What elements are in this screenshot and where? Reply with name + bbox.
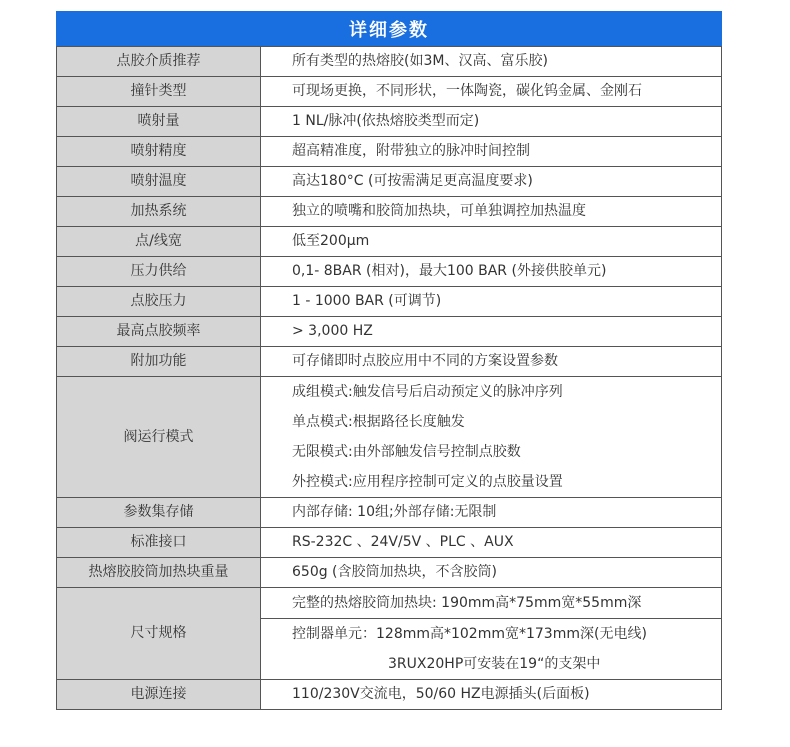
- row-value: 所有类型的热熔胶(如3M、汉高、富乐胶): [261, 47, 722, 77]
- row-label: 喷射温度: [57, 167, 261, 197]
- table-row: [57, 227, 722, 257]
- spec-sheet: [56, 11, 722, 710]
- table-row-dimensions: [57, 588, 722, 680]
- mode-line: 单点模式:根据路径长度触发: [292, 414, 465, 430]
- mode-line: 外控模式:应用程序控制可定义的点胶量设置: [292, 474, 563, 490]
- mode-line: 成组模式:触发信号后启动预定义的脉冲序列: [292, 384, 563, 400]
- dimension-line: 3RUX20HP可安装在19“的支架中: [388, 656, 601, 672]
- row-value: 110/230V交流电，50/60 HZ电源插头(后面板): [261, 680, 722, 710]
- row-label: 压力供给: [57, 257, 261, 287]
- row-label: 电源连接: [57, 680, 261, 710]
- row-label: 热熔胶胶筒加热块重量: [57, 558, 261, 588]
- table-row: [57, 317, 722, 347]
- row-value: 0,1- 8BAR (相对)，最大100 BAR (外接供胶单元): [261, 257, 722, 287]
- row-label: 撞针类型: [57, 77, 261, 107]
- row-label: 加热系统: [57, 197, 261, 227]
- table-row: [57, 347, 722, 377]
- table-row: [57, 257, 722, 287]
- table-row: [57, 47, 722, 77]
- row-value-multi: [261, 377, 722, 498]
- row-value-multi: [261, 588, 722, 680]
- table-row: [57, 197, 722, 227]
- row-value: RS-232C 、24V/5V 、PLC 、AUX: [261, 528, 722, 558]
- table-row: [57, 287, 722, 317]
- spec-table: [56, 46, 722, 710]
- row-label: 附加功能: [57, 347, 261, 377]
- row-label: 阀运行模式: [57, 377, 261, 498]
- row-value: 高达180°C (可按需满足更高温度要求): [261, 167, 722, 197]
- table-row: [57, 137, 722, 167]
- table-row-valve-modes: [57, 377, 722, 498]
- row-label: 点胶压力: [57, 287, 261, 317]
- row-label: 点胶介质推荐: [57, 47, 261, 77]
- row-label: 喷射量: [57, 107, 261, 137]
- row-value: 1 - 1000 BAR (可调节): [261, 287, 722, 317]
- row-value: 可存储即时点胶应用中不同的方案设置参数: [261, 347, 722, 377]
- dimension-line: 控制器单元：128mm高*102mm宽*173mm深(无电线): [261, 618, 721, 649]
- table-row: [57, 107, 722, 137]
- row-value: > 3,000 HZ: [261, 317, 722, 347]
- row-label: 尺寸规格: [57, 588, 261, 680]
- table-row: [57, 77, 722, 107]
- row-value: 可现场更换，不同形状，一体陶瓷，碳化钨金属、金刚石: [261, 77, 722, 107]
- row-label: 参数集存储: [57, 498, 261, 528]
- dimension-line: 完整的热熔胶筒加热块: 190mm高*75mm宽*55mm深: [292, 595, 642, 611]
- row-value: 内部存储: 10组;外部存储:无限制: [261, 498, 722, 528]
- row-value: 超高精准度，附带独立的脉冲时间控制: [261, 137, 722, 167]
- row-label: 标准接口: [57, 528, 261, 558]
- row-label: 最高点胶频率: [57, 317, 261, 347]
- row-value: 1 NL/脉冲(依热熔胶类型而定): [261, 107, 722, 137]
- mode-line: 无限模式:由外部触发信号控制点胶数: [292, 444, 521, 460]
- table-row: [57, 498, 722, 528]
- row-value: 低至200μm: [261, 227, 722, 257]
- row-value: 独立的喷嘴和胶筒加热块，可单独调控加热温度: [261, 197, 722, 227]
- row-value: 650g (含胶筒加热块，不含胶筒): [261, 558, 722, 588]
- table-row: [57, 558, 722, 588]
- section-title: 详细参数: [56, 11, 722, 46]
- row-label: 点/线宽: [57, 227, 261, 257]
- table-row: [57, 167, 722, 197]
- table-row: [57, 680, 722, 710]
- table-row: [57, 528, 722, 558]
- row-label: 喷射精度: [57, 137, 261, 167]
